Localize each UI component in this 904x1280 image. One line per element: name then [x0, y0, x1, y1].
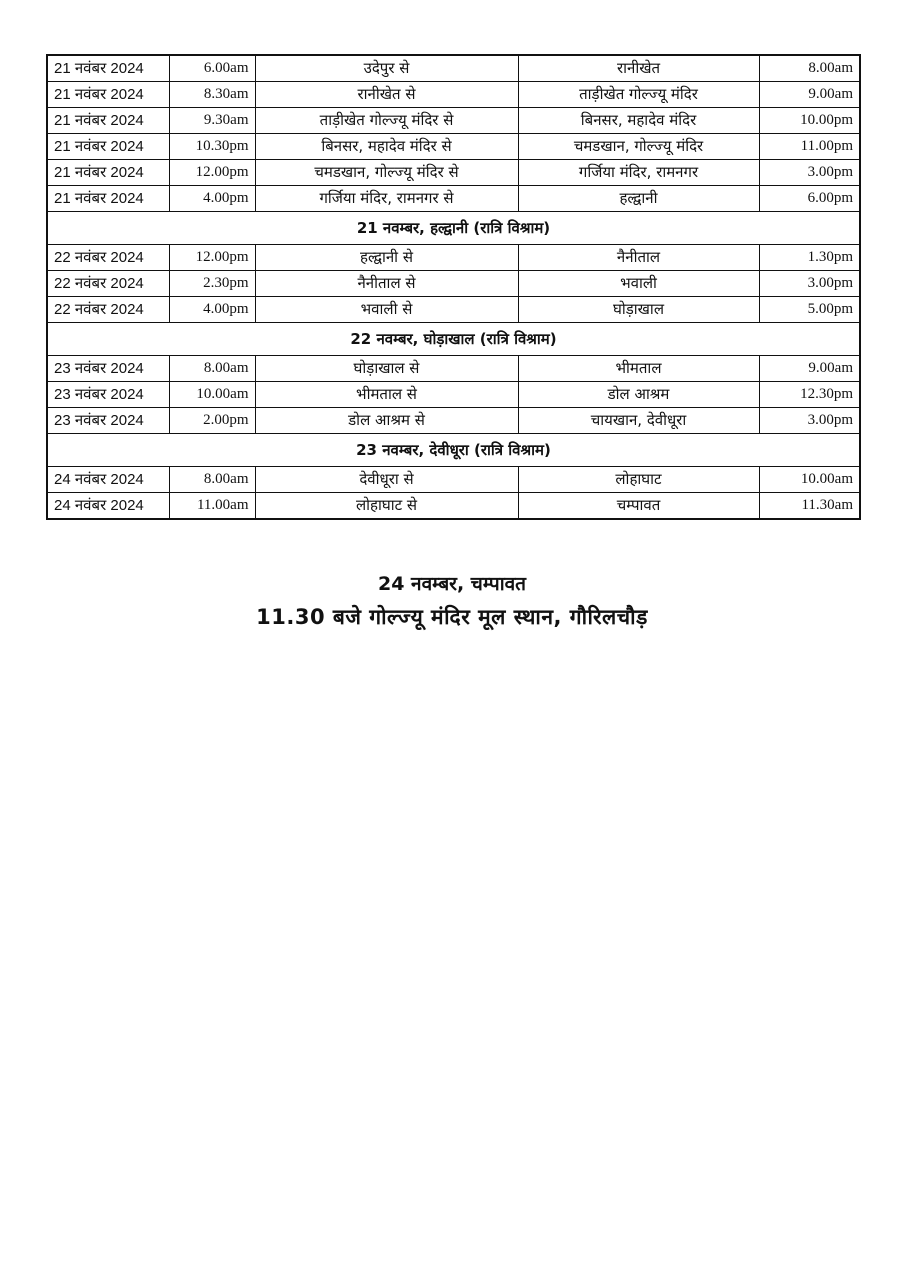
- cell-from: लोहाघाट से: [255, 493, 518, 520]
- night-rest-label: 21 नवम्बर, हल्द्वानी (रात्रि विश्राम): [47, 212, 860, 245]
- cell-departure-time: 12.00pm: [169, 160, 255, 186]
- cell-departure-time: 11.00am: [169, 493, 255, 520]
- cell-date: 21 नवंबर 2024: [47, 55, 169, 82]
- cell-date: 21 नवंबर 2024: [47, 134, 169, 160]
- table-row: [47, 108, 860, 134]
- cell-from: चमडखान, गोल्ज्यू मंदिर से: [255, 160, 518, 186]
- cell-to: चम्पावत: [518, 493, 759, 520]
- cell-to: ताड़ीखेत गोल्ज्यू मंदिर: [518, 82, 759, 108]
- cell-date: 21 नवंबर 2024: [47, 108, 169, 134]
- cell-departure-time: 8.00am: [169, 356, 255, 382]
- cell-date: 24 नवंबर 2024: [47, 467, 169, 493]
- cell-departure-time: 6.00am: [169, 55, 255, 82]
- cell-from: गर्जिया मंदिर, रामनगर से: [255, 186, 518, 212]
- cell-from: डोल आश्रम से: [255, 408, 518, 434]
- cell-departure-time: 2.00pm: [169, 408, 255, 434]
- cell-from: नैनीताल से: [255, 271, 518, 297]
- cell-departure-time: 8.30am: [169, 82, 255, 108]
- cell-date: 21 नवंबर 2024: [47, 186, 169, 212]
- footer-destination: 24 नवम्बर, चम्पावत: [377, 573, 527, 595]
- cell-from: बिनसर, महादेव मंदिर से: [255, 134, 518, 160]
- cell-to: लोहाघाट: [518, 467, 759, 493]
- table-row: [47, 467, 860, 493]
- cell-arrival-time: 10.00am: [759, 467, 860, 493]
- cell-arrival-time: 11.30am: [759, 493, 860, 520]
- cell-from: देवीधूरा से: [255, 467, 518, 493]
- table-row: [47, 382, 860, 408]
- cell-date: 23 नवंबर 2024: [47, 356, 169, 382]
- cell-departure-time: 10.30pm: [169, 134, 255, 160]
- schedule-table: [46, 54, 861, 520]
- cell-to: भवाली: [518, 271, 759, 297]
- cell-to: बिनसर, महादेव मंदिर: [518, 108, 759, 134]
- cell-from: भीमताल से: [255, 382, 518, 408]
- cell-arrival-time: 3.00pm: [759, 160, 860, 186]
- night-rest-row: [47, 323, 860, 356]
- cell-date: 22 नवंबर 2024: [47, 245, 169, 271]
- cell-to: चमडखान, गोल्ज्यू मंदिर: [518, 134, 759, 160]
- cell-from: हल्द्वानी से: [255, 245, 518, 271]
- cell-departure-time: 12.00pm: [169, 245, 255, 271]
- cell-date: 21 नवंबर 2024: [47, 160, 169, 186]
- footer-temple-arrival: 11.30 बजे गोल्ज्यू मंदिर मूल स्थान, गौरिलचौड़: [256, 605, 648, 629]
- cell-arrival-time: 3.00pm: [759, 271, 860, 297]
- cell-from: उदेपुर से: [255, 55, 518, 82]
- table-row: [47, 271, 860, 297]
- cell-arrival-time: 12.30pm: [759, 382, 860, 408]
- cell-date: 21 नवंबर 2024: [47, 82, 169, 108]
- cell-to: डोल आश्रम: [518, 382, 759, 408]
- cell-arrival-time: 8.00am: [759, 55, 860, 82]
- cell-arrival-time: 11.00pm: [759, 134, 860, 160]
- night-rest-label: 22 नवम्बर, घोड़ाखाल (रात्रि विश्राम): [47, 323, 860, 356]
- cell-departure-time: 2.30pm: [169, 271, 255, 297]
- cell-departure-time: 4.00pm: [169, 297, 255, 323]
- table-row: [47, 356, 860, 382]
- table-row: [47, 245, 860, 271]
- table-row: [47, 134, 860, 160]
- cell-from: रानीखेत से: [255, 82, 518, 108]
- cell-from: भवाली से: [255, 297, 518, 323]
- cell-departure-time: 9.30am: [169, 108, 255, 134]
- night-rest-label: 23 नवम्बर, देवीधूरा (रात्रि विश्राम): [47, 434, 860, 467]
- schedule-body: [47, 55, 860, 519]
- cell-arrival-time: 3.00pm: [759, 408, 860, 434]
- cell-date: 22 नवंबर 2024: [47, 271, 169, 297]
- table-row: [47, 408, 860, 434]
- cell-departure-time: 10.00am: [169, 382, 255, 408]
- cell-to: चायखान, देवीधूरा: [518, 408, 759, 434]
- table-row: [47, 160, 860, 186]
- cell-to: हल्द्वानी: [518, 186, 759, 212]
- night-rest-row: [47, 434, 860, 467]
- cell-arrival-time: 5.00pm: [759, 297, 860, 323]
- table-row: [47, 297, 860, 323]
- cell-departure-time: 8.00am: [169, 467, 255, 493]
- cell-from: घोड़ाखाल से: [255, 356, 518, 382]
- cell-date: 22 नवंबर 2024: [47, 297, 169, 323]
- cell-arrival-time: 10.00pm: [759, 108, 860, 134]
- cell-to: रानीखेत: [518, 55, 759, 82]
- cell-from: ताड़ीखेत गोल्ज्यू मंदिर से: [255, 108, 518, 134]
- cell-to: भीमताल: [518, 356, 759, 382]
- cell-departure-time: 4.00pm: [169, 186, 255, 212]
- cell-date: 24 नवंबर 2024: [47, 493, 169, 520]
- table-row: [47, 186, 860, 212]
- cell-arrival-time: 9.00am: [759, 82, 860, 108]
- table-row: [47, 82, 860, 108]
- table-row: [47, 493, 860, 520]
- cell-to: नैनीताल: [518, 245, 759, 271]
- cell-arrival-time: 6.00pm: [759, 186, 860, 212]
- cell-date: 23 नवंबर 2024: [47, 382, 169, 408]
- cell-to: घोड़ाखाल: [518, 297, 759, 323]
- cell-arrival-time: 9.00am: [759, 356, 860, 382]
- cell-to: गर्जिया मंदिर, रामनगर: [518, 160, 759, 186]
- cell-date: 23 नवंबर 2024: [47, 408, 169, 434]
- table-row: [47, 55, 860, 82]
- cell-arrival-time: 1.30pm: [759, 245, 860, 271]
- night-rest-row: [47, 212, 860, 245]
